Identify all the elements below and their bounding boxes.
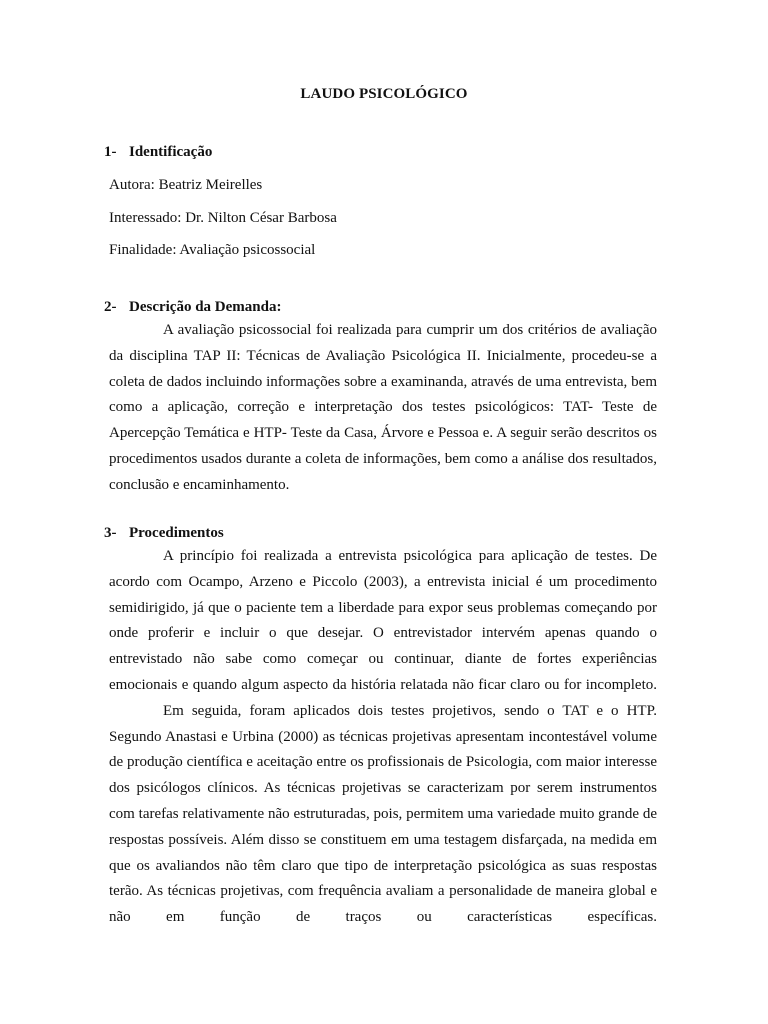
section-number: 2- <box>104 299 117 315</box>
procedimentos-paragraph-2: Em seguida, foram aplicados dois testes projetivos, sendo o TAT e o HTP. Segundo Anastasi e Urbina (2000) as técnicas projetivas apresentam incontestável volume de produção científica e aceitação entre os profissionais de Psicologia, com maior interesse dos psicólogos clínicos. As técnicas projetivas se caracterizam por serem instrumentos com tarefas relativamente não estruturadas, pois, permitem uma variedade muito grande de respostas possíveis. Além disso se constituem em uma testagem disfarçada, na medida em que os avaliandos não têm claro que tipo de interpretação psicológica as suas respostas terão. As técnicas projetivas, com frequência avaliam a personalidade de maneira global e não em função de traços ou características específicas. <box>109 702 657 926</box>
section-heading-identificacao <box>104 144 212 161</box>
autora-line: Autora: Beatriz Meirelles <box>109 177 263 193</box>
section-title: Identificação <box>129 144 213 160</box>
demanda-paragraph: A avaliação psicossocial foi realizada para cumprir um dos critérios de avaliação da disciplina TAP II: Técnicas de Avaliação Psicológica II. Inicialmente, procedeu-se a coleta de dados incluindo informações sobre a examinanda, através de uma entrevista, bem como a aplicação, correção e interpretação dos testes psicológicos: TAT- Teste de Apercepção Temática e HTP- Teste da Casa, Árvore e Pessoa e. A seguir serão descritos os procedimentos usados durante a coleta de informações, bem como a análise dos resultados, conclusão e encaminhamento. <box>109 322 657 493</box>
interessado-line: Interessado: Dr. Nilton César Barbosa <box>109 210 337 226</box>
section-heading-demanda <box>104 299 281 316</box>
section-title: Procedimentos <box>129 525 224 541</box>
demanda-section <box>109 318 657 499</box>
section-heading-procedimentos <box>104 525 224 542</box>
document-title: LAUDO PSICOLÓGICO <box>300 86 468 102</box>
finalidade-line: Finalidade: Avaliação psicossocial <box>109 242 316 258</box>
procedimentos-paragraph-1: A princípio foi realizada a entrevista psicológica para aplicação de testes. De acordo com Ocampo, Arzeno e Piccolo (2003), a entrevista inicial é um procedimento semidirigido, já que o paciente tem a liberdade para expor seus problemas começando por onde proferir e incluir o que desejar. O entrevistador intervém apenas quando o entrevistado não sabe como começar ou continuar, diante de fortes experiências emocionais e quando algum aspecto da história relatada não ficar claro ou for incompleto. <box>109 548 657 693</box>
section-number: 1- <box>104 144 117 160</box>
section-number: 3- <box>104 525 117 541</box>
section-title: Descrição da Demanda: <box>129 299 282 315</box>
procedimentos-section <box>109 544 657 931</box>
